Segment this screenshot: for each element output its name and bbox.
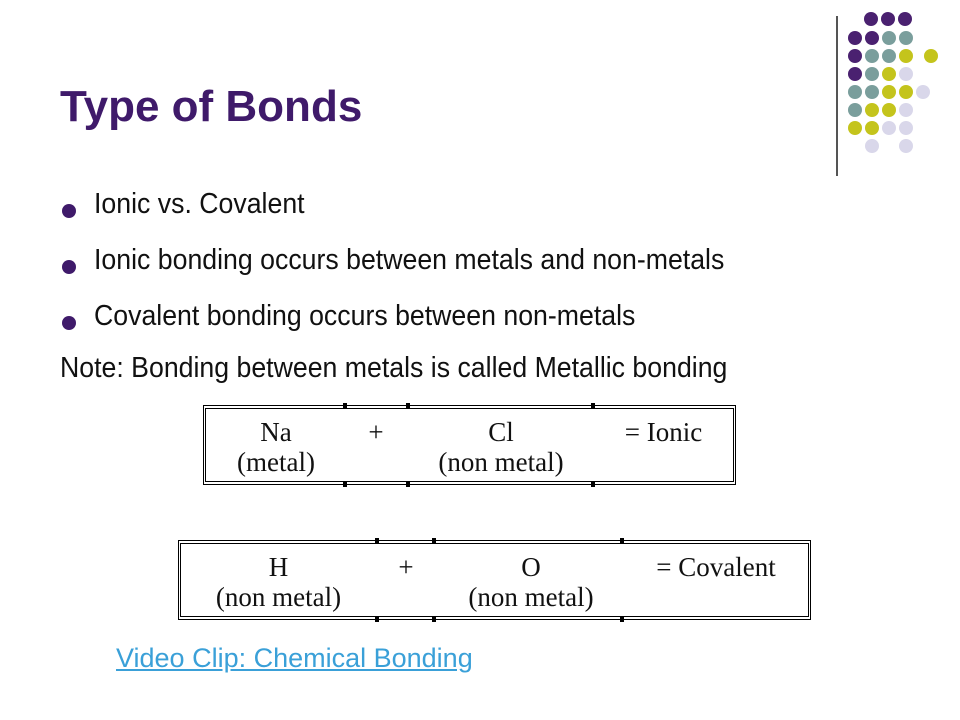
decorative-dot <box>865 139 879 153</box>
border-tick <box>343 403 347 409</box>
border-tick <box>620 538 624 544</box>
decorative-dot <box>899 49 913 63</box>
element-a-type: (metal) <box>237 447 315 477</box>
bullet-item <box>58 244 828 300</box>
decorative-dot <box>882 67 896 81</box>
element-b-symbol: O <box>521 552 541 582</box>
bullet-text: Covalent bonding occurs between non-metals <box>94 300 636 332</box>
element-b-type: (non metal) <box>438 447 564 477</box>
border-tick <box>591 481 595 487</box>
border-tick <box>343 481 347 487</box>
element-a <box>206 417 346 477</box>
bullet-icon <box>62 260 76 274</box>
decorative-dot <box>916 85 930 99</box>
bond-result: = Ionic <box>624 417 703 447</box>
decorative-dot <box>865 85 879 99</box>
element-b-type: (non metal) <box>468 582 594 612</box>
video-clip-link[interactable]: Video Clip: Chemical Bonding <box>116 643 473 673</box>
border-tick <box>620 616 624 622</box>
element-a-type: (non metal) <box>215 582 342 612</box>
decorative-dot <box>848 67 862 81</box>
element-b <box>436 552 626 612</box>
bullet-text: Ionic vs. Covalent <box>94 188 305 220</box>
decorative-dot <box>899 31 913 45</box>
decorative-dot-grid <box>848 12 948 162</box>
decorative-dot <box>899 103 913 117</box>
border-tick <box>406 403 410 409</box>
decorative-dot <box>848 31 862 45</box>
divider-line <box>836 16 838 176</box>
border-tick <box>432 538 436 544</box>
plus-sign: + <box>368 417 384 447</box>
decorative-dot <box>882 121 896 135</box>
element-a-symbol: H <box>268 552 289 582</box>
decorative-dot <box>899 139 913 153</box>
slide-title: Type of Bonds <box>60 82 363 131</box>
decorative-dot <box>882 103 896 117</box>
bond-result: = Covalent <box>656 552 776 582</box>
decorative-dot <box>848 103 862 117</box>
note-text: Note: Bonding between metals is called Metallic bonding <box>60 352 728 384</box>
decorative-dot <box>924 49 938 63</box>
decorative-dot <box>865 121 879 135</box>
bullet-item <box>58 188 828 244</box>
decorative-dot <box>864 12 878 26</box>
decorative-dot <box>898 12 912 26</box>
decorative-dot <box>882 31 896 45</box>
decorative-dot <box>881 12 895 26</box>
border-tick <box>406 481 410 487</box>
covalent-equation-box <box>178 540 811 620</box>
border-tick <box>432 616 436 622</box>
plus-sign: + <box>398 552 414 582</box>
decorative-dot <box>865 67 879 81</box>
border-tick <box>375 616 379 622</box>
decorative-dot <box>899 85 913 99</box>
element-a-symbol: Na <box>260 417 292 447</box>
element-b <box>406 417 596 477</box>
decorative-dot <box>899 121 913 135</box>
decorative-dot <box>848 49 862 63</box>
bullet-icon <box>62 316 76 330</box>
bullet-list <box>58 188 828 356</box>
decorative-dot <box>899 67 913 81</box>
element-a <box>181 552 376 612</box>
decorative-dot <box>848 85 862 99</box>
ionic-equation-box <box>203 405 736 485</box>
decorative-dot <box>865 31 879 45</box>
border-tick <box>591 403 595 409</box>
element-b-symbol: Cl <box>488 417 514 447</box>
bullet-item <box>58 300 828 356</box>
bullet-icon <box>62 204 76 218</box>
bullet-text: Ionic bonding occurs between metals and non-metals <box>94 244 725 276</box>
decorative-dot <box>882 49 896 63</box>
decorative-dot <box>848 121 862 135</box>
decorative-dot <box>882 85 896 99</box>
decorative-dot <box>865 103 879 117</box>
border-tick <box>375 538 379 544</box>
decorative-dot <box>865 49 879 63</box>
